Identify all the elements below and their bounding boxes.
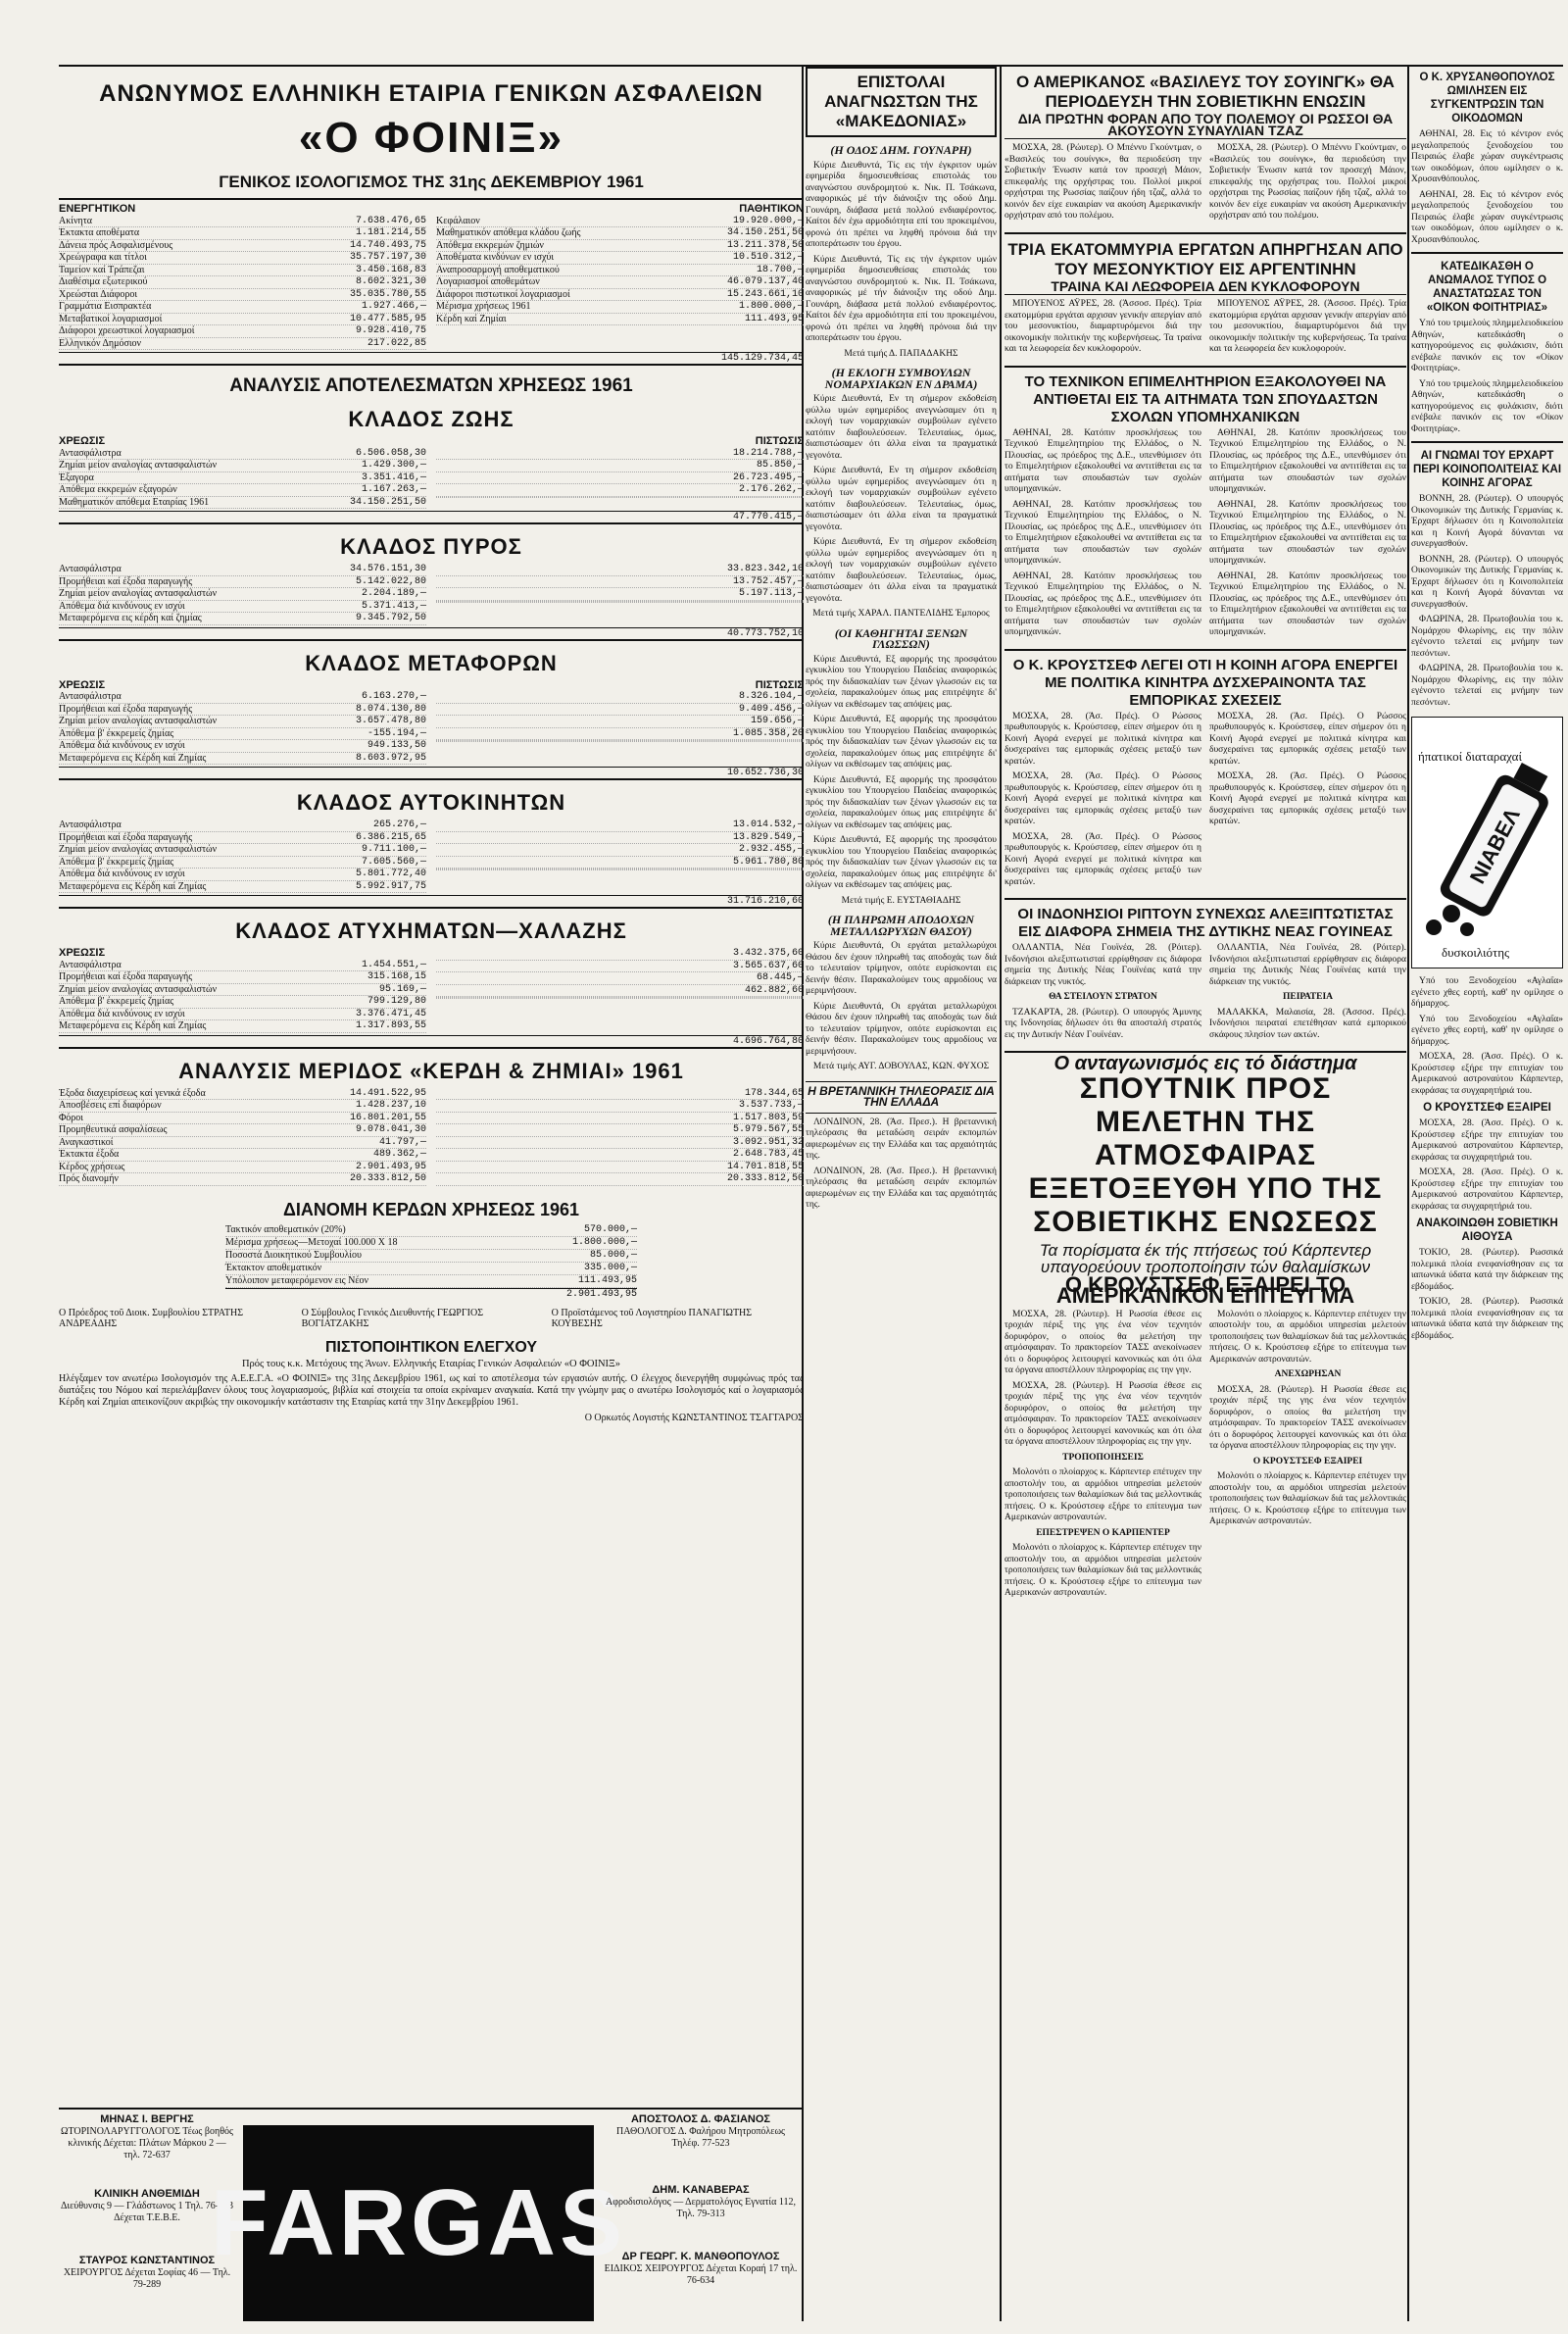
distribution-row: Μέρισμα χρήσεως—Μετοχαί 100.000 Χ 18 1.800.000,— (225, 1236, 637, 1248)
debit-row: Απόθεμα β' έκκρεμείς ζημίας -155.194,— (59, 727, 426, 739)
branch-total: 31.716.210,60 (59, 895, 804, 909)
debit-row: Αντασφάλιστρα 6.506.058,30 (59, 447, 426, 459)
letter-1-signature: Μετά τιμής Δ. ΠΑΠΑΔΑΚΗΣ (844, 348, 958, 359)
space-subhead-returned: ΕΠΕΣΤΡΕΨΕΝ Ο ΚΑΡΠΕΝΤΕΡ (1036, 1527, 1170, 1538)
debit-row: Απόθεμα διά κινδύνους εν ισχύι 5.801.772,40 (59, 869, 426, 879)
letter-2-text-cont2: Κύριε Διευθυντά, Εν τη σήμερον εκδοθείση φύλλω υμών εφημερίδος ανεγνώσαμεν ότι η εκλογή των νομαρχιακών συμβούλων εγένετο κατόπιν διαβουλεύσεων. Τελευταίως, όμως, διαπιστώσαμεν ότι άλλα είναι τα πραγματικά γεγονότα. (806, 537, 997, 604)
credit-row: 1.085.358,20 (436, 728, 804, 741)
debit-row: Αντασφάλιστρα 265.276,— (59, 819, 426, 830)
branch-title: ΚΛΑΔΟΣ ΑΥΤΟΚΙΝΗΤΩΝ (296, 790, 566, 815)
branch-ledger (59, 819, 804, 893)
branch-ledger (59, 680, 804, 766)
ad-doctor-5: ΔΡ ΓΕΩΡΓ. Κ. ΜΑΝΘΟΠΟΥΛΟΣ ΕΙΔΙΚΟΣ ΧΕΙΡΟΥΡΓΟΣ Δέχεται Κοραή 17 τηλ. 76-634 (604, 2251, 798, 2286)
audit-signature: Ο Ορκωτός Λογιστής ΚΩΝΣΤΑΝΤΙΝΟΣ ΤΣΑΓΓΑΡΟΣ (584, 1412, 804, 1423)
news-column (1004, 67, 1406, 2321)
letter-4-title: (Η ΠΛΗΡΩΜΗ ΑΠΟΔΟΧΩΝ ΜΕΤΑΛΛΩΡΥΧΩΝ ΘΑΣΟΥ) (827, 913, 975, 938)
asset-row: Διάφοροι χρεωστικοί λογαριασμοί 9.928.410,75 (59, 325, 426, 336)
credit-row (436, 741, 804, 742)
credit-heading: ΠΙΣΤΩΣΙΣ (755, 435, 804, 447)
article-strike-title: ΤΡΙΑ ΕΚΑΤΟΜΜΥΡΙΑ ΕΡΓΑΤΩΝ ΑΠΗΡΓΗΣΑΝ ΑΠΟ ΤΟΥ ΜΕΣΟΝΥΚΤΙΟΥ ΕΙΣ ΑΡΓΕΝΤΙΝΗΝ (1007, 239, 1403, 278)
niavel-ad (1411, 717, 1563, 968)
divider (1004, 649, 1406, 651)
branch-total: 40.773.752,10 (59, 627, 804, 641)
liability-row: Κεφάλαιον 19.920.000,— (436, 215, 804, 226)
signature-chairman: Ο Πρόεδρος τοῦ Διοικ. Συμβουλίου ΣΤΡΑΤΗΣ ΑΝΔΡΕΑΔΗΣ (59, 1307, 244, 1329)
divider (1004, 232, 1406, 234)
letter-3-title: (ΟΙ ΚΑΘΗΓΗΤΑΙ ΞΕΝΩΝ ΓΛΩΣΣΩΝ) (834, 625, 968, 651)
credit-row (436, 869, 804, 870)
debit-row: Ζημίαι μείον αναλογίας αντασφαλιστών 1.429.300,— (59, 460, 426, 471)
ad-doctor-2: ΣΤΑΥΡΟΣ ΚΩΝΣΤΑΝΤΙΝΟΣ ΧΕΙΡΟΥΡΓΟΣ Δέχεται Σοφίας 46 — Τηλ. 79-289 (63, 2255, 231, 2290)
asset-row: Διαθέσιμα εξωτερικού 8.602.321,30 (59, 276, 426, 287)
debit-row: Αντασφάλιστρα 1.454.551,— (59, 959, 426, 970)
pl-debit-row: Αποσβέσεις επί διαφόρων 1.428.237,10 (59, 1100, 426, 1111)
article-strike-subtitle: ΤΡΑΙΝΑ ΚΑΙ ΛΕΩΦΟΡΕΙΑ ΔΕΝ ΚΥΚΛΟΦΟΡΟΥΝ (1004, 281, 1406, 296)
distribution-row: Υπόλοιπον μεταφερόμενον εις Νέον 111.493,95 (225, 1274, 637, 1286)
debit-row: Προμήθειαι καί έξοδα παραγωγής 6.386.215,65 (59, 831, 426, 843)
column-divider (1000, 67, 1002, 2321)
space-subhead-departed: ΑΝΕΧΩΡΗΣΑΝ (1274, 1369, 1342, 1379)
debit-row: Μεταφερόμενα εις Κέρδη καί Ζημίας 1.317.893,55 (59, 1020, 426, 1031)
pl-debit-row: Έξοδα διαχειρίσεως καί γενικά έξοδα 14.491.522,95 (59, 1087, 426, 1099)
debit-row: Μεταφερόμενα εις Κέρδη καί Ζημίας 5.992.917,75 (59, 880, 426, 892)
credit-row: 2.176.262,— (436, 484, 804, 497)
distribution-total: 2.901.493,95 (225, 1288, 637, 1300)
pl-credit-row: 178.344,65 (436, 1088, 804, 1101)
column-divider (1407, 67, 1409, 2321)
pl-debit-row: Προμηθευτικά ασφαλίσεως 9.078.041,30 (59, 1124, 426, 1135)
debit-row: Προμήθειαι καί έξοδα παραγωγής 8.074.130,80 (59, 703, 426, 715)
tv-article-title: Η ΒΡΕΤΑΝΝΙΚΗ ΤΗΛΕΟΡΑΣΙΣ ΔΙΑ ΤΗΝ ΕΛΛΑΔΑ (806, 1081, 997, 1114)
credit-row: 85.850,— (436, 460, 804, 472)
debit-heading: ΧΡΕΩΣΙΣ (59, 947, 106, 959)
article-khrushchev-title: Ο Κ. ΚΡΟΥΣΤΣΕΦ ΛΕΓΕΙ ΟΤΙ Η ΚΟΙΝΗ ΑΓΟΡΑ ΕΝΕΡΓΕΙ ΜΕ ΠΟΛΙΤΙΚΑ ΚΙΝΗΤΡΑ ΔΥΣΧΕΡΑΙΝΟΝΤΑ ΤΑΣ ΕΜΠΟΡΙΚΑΣ ΣΧΕΣΕΙΣ (1012, 656, 1398, 709)
article-convicted-title: ΚΑΤΕΔΙΚΑΣΘΗ Ο ΑΝΩΜΑΛΟΣ ΤΥΠΟΣ Ο ΑΝΑΣΤΑΤΩΣΑΣ ΤΟΝ «ΟΙΚΟΝ ΦΟΙΤΗΤΡΙΑΣ» (1426, 261, 1548, 314)
ad-doctor-1: ΜΗΝΑΣ Ι. ΒΕΡΓΗΣ ΩΤΟΡΙΝΟΛΑΡΥΓΓΟΛΟΓΟΣ Τέως βοηθός κλινικής Δέχεται: Πλάτων Μάρκου 2 — τηλ. 72-637 (61, 2113, 233, 2160)
credit-row (436, 602, 804, 603)
space-kicker: Ο ανταγωνισμός εις τό διάστημα (1054, 1053, 1357, 1074)
letter-2-text-cont: Κύριε Διευθυντά, Εν τη σήμερον εκδοθείση φύλλω υμών εφημερίδος ανεγνώσαμεν ότι η εκλογή των νομαρχιακών συμβούλων εγένετο κατόπιν διαβουλεύσεων. Τελευταίως, όμως, διαπιστώσαμεν ότι άλλα είναι τα πραγματικά γεγονότα. (806, 466, 997, 532)
divider (1411, 252, 1563, 254)
branch-title: ΚΛΑΔΟΣ ΖΩΗΣ (348, 407, 514, 431)
credit-side (436, 680, 804, 766)
letter-4-signature: Μετά τιμής ΑΥΓ. ΔΟΒΟΥΛΑΣ, ΚΩΝ. ΦΥΧΟΣ (812, 1062, 990, 1071)
debit-row: Μεταφερόμενα εις κέρδη καί ζημίας 9.345.792,50 (59, 613, 426, 623)
distribution-row: Ποσοστά Διοικητικού Συμβουλίου 85.000,— (225, 1249, 637, 1261)
credit-row: 5.197.113,— (436, 588, 804, 601)
debit-row: Αντασφάλιστρα 6.163.270,— (59, 691, 426, 702)
liability-row: Λογαριασμοί αποθεμάτων 46.079.137,40 (436, 276, 804, 287)
pl-debit-row: Έκτακτα έξοδα 489.362,— (59, 1149, 426, 1160)
letter-4-text-cont: Κύριε Διευθυντά, Οι εργάται μεταλλωρύχοι Θάσου δεν έχουν πληρωθή τας αποδοχάς των διά το τελευταίον τρίμηνον, οπότε ευρίσκονται εις δεινήν θέσιν. Παρακαλούμεν τους αρμοδίους να μεριμνήσουν. (806, 1001, 997, 1057)
credit-row: 33.823.342,10 (436, 564, 804, 576)
signature-accountant: Ο Προϊστάμενος τοῦ Λογιστηρίου ΠΑΝΑΓΙΩΤΗΣ ΚΟΥΒΕΣΗΣ (551, 1307, 753, 1329)
distribution-title: ΔΙΑΝΟΜΗ ΚΕΡΔΩΝ ΧΡΗΣΕΩΣ 1961 (282, 1199, 580, 1219)
credit-row: 13.829.549,— (436, 832, 804, 845)
asset-row: Ελληνικόν Δημόσιον 217.022,85 (59, 337, 426, 349)
distribution-row: Τακτικόν αποθεματικόν (20%) 570.000,— (225, 1223, 637, 1235)
debit-side (59, 436, 426, 509)
branch-title: ΚΛΑΔΟΣ ΑΤΥΧΗΜΑΤΩΝ—ΧΑΛΑΖΗΣ (235, 919, 627, 943)
piracy-subhead: ΠΕΙΡΑΤΕΙΑ (1283, 992, 1333, 1002)
credit-row: 13.752.457,— (436, 576, 804, 589)
credit-row: 2.932.455,— (436, 844, 804, 857)
article-jazz-body: ΜΟΣΧΑ, 28. (Ρώυτερ). Ο Μπέννυ Γκούντμαν, ο «Βασιλεύς του σουίνγκ», θα περιοδεύση την Σοβιετικήν Ένωσιν κατά τον προσεχή Μάιον, επικεφαλής της ορχήστρας του. Πολλοί μικροί ορχήστραι της Ρωσσίας παίζουν ήδη τζαζ, αλλά το κοινόν δεν είχε ευκαιρίαν να ακούση Αμερικανικήν ορχήστραν από του πολέμου. ΜΟΣΧΑ, 28. (Ρώυτερ). Ο Μπέννυ Γκούντμαν, ο «Βασιλεύς του σουίνγκ», θα περιοδεύση την Σοβιετικήν Ένωσιν κατά τον προσεχή Μάιον, επικεφαλής της ορχήστρας του. Πολλοί μικροί ορχήστραι της Ρωσσίας παίζουν ήδη τζαζ, αλλά το κοινόν δεν είχε ευκαιρίαν να ακούση Αμερικανικήν ορχήστραν από του πολέμου. (1004, 143, 1406, 221)
balance-ledger (59, 204, 804, 350)
debit-row: Απόθεμα εκκρεμών εξαγορών 1.167.263,— (59, 484, 426, 495)
article-khrushchev-body: ΜΟΣΧΑ, 28. (Άσ. Πρές). Ο Ρώσσος πρωθυπουργός κ. Κρούστσεφ, είπεν σήμερον ότι η Κοινή Αγορά ενεργεί με πολιτικά κίνητρα και δυσχεραίνει τας εμπορικάς σχέσεις μεταξύ των κρατών. ΜΟΣΧΑ, 28. (Άσ. Πρές). Ο Ρώσσος πρωθυπουργός κ. Κρούστσεφ, είπεν σήμερον ότι η Κοινή Αγορά ενεργεί με πολιτικά κίνητρα και δυσχεραίνει τας εμπορικάς σχέσεις μεταξύ των κρατών. ΜΟΣΧΑ, 28. (Άσ. Πρές). Ο Ρώσσος πρωθυπουργός κ. Κρούστσεφ, είπεν σήμερον ότι η Κοινή Αγορά ενεργεί με πολιτικά κίνητρα και δυσχεραίνει τας εμπορικάς σχέσεις μεταξύ των κρατών. ΜΟΣΧΑ, 28. (Άσ. Πρές). Ο Ρώσσος πρωθυπουργός κ. Κρούστσεφ, είπεν σήμερον ότι η Κοινή Αγορά ενεργεί με πολιτικά κίνητρα και δυσχεραίνει τας εμπορικάς σχέσεις μεταξύ των κρατών. ΜΟΣΧΑ, 28. (Άσ. Πρές). Ο Ρώσσος πρωθυπουργός κ. Κρούστσεφ, είπεν σήμερον ότι η Κοινή Αγορά ενεργεί με πολιτικά κίνητρα και δυσχεραίνει τας εμπορικάς σχέσεις μεταξύ των κρατών. (1004, 711, 1406, 887)
debit-side (59, 680, 426, 766)
pl-title: ΑΝΑΛΥΣΙΣ ΜΕΡΙΔΟΣ «ΚΕΡΔΗ & ΖΗΜΙΑΙ» 1961 (178, 1058, 684, 1083)
debit-row: Απόθεμα διά κινδύνους εν ισχύι 949.133,50 (59, 740, 426, 751)
article-guinea-body: ΟΛΛΑΝΤΙΑ, Νέα Γουϊνέα, 28. (Ρόιτερ). Ινδονήσιοι αλεξιπτωτισταί ερρίφθησαν εις διάφορα σημεία της Δυτικής Νέας Γουϊνέας κατά την διάρκειαν της νυκτός. ΘΑ ΣΤΕΙΛΟΥΝ ΣΤΡΑΤΟΝ ΤΖΑΚΑΡΤΑ, 28. (Ρώυτερ). Ο υπουργός Άμυνης της Ινδονησίας δήλωσεν ότι θα αποσταλή στρατός εις την Δυτικήν Νέαν Γουϊνέαν. ΟΛΛΑΝΤΙΑ, Νέα Γουϊνέα, 28. (Ρόιτερ). Ινδονήσιοι αλεξιπτωτισταί ερρίφθησαν εις διάφορα σημεία της Δυτικής Νέας Γουϊνέας κατά την διάρκειαν της νυκτός. ΠΕΙΡΑΤΕΙΑ ΜΑΛΑΚΚΑ, Μαλαισία, 28. (Άσσοσ. Πρές). Ινδονήσιοι πειραταί επετέθησαν κατά εμπορικού σκάφους πλησίον των ακτών. (1004, 943, 1406, 1040)
letter-1-title: (Η ΟΔΟΣ ΔΗΜ. ΓΟΥΝΑΡΗ) (830, 143, 972, 157)
balance-total: 145.129.734,45 (59, 352, 804, 366)
ad-text-constipation: δυσκοιλιότης (1442, 944, 1510, 960)
article-chamber-body: ΑΘΗΝΑΙ, 28. Κατόπιν προσκλήσεως του Τεχνικού Επιμελητηρίου της Ελλάδος, ο Ν. Πλουσίας, ως πρόεδρος της Δ.Ε., υπενθύμισεν ότι το Επιμελητήριον εξακολουθεί να αντιτίθεται εις τα αιτήματα των σπουδαστών των σχολών υπομηχανικών. ΑΘΗΝΑΙ, 28. Κατόπιν προσκλήσεως του Τεχνικού Επιμελητηρίου της Ελλάδος, ο Ν. Πλουσίας, ως πρόεδρος της Δ.Ε., υπενθύμισεν ότι το Επιμελητήριον εξακολουθεί να αντιτίθεται εις τα αιτήματα των σπουδαστών των σχολών υπομηχανικών. ΑΘΗΝΑΙ, 28. Κατόπιν προσκλήσεως του Τεχνικού Επιμελητηρίου της Ελλάδος, ο Ν. Πλουσίας, ως πρόεδρος της Δ.Ε., υπενθύμισεν ότι το Επιμελητήριον εξακολουθεί να αντιτίθεται εις τα αιτήματα των σπουδαστών των σχολών υπομηχανικών. ΑΘΗΝΑΙ, 28. Κατόπιν προσκλήσεως του Τεχνικού Επιμελητηρίου της Ελλάδος, ο Ν. Πλουσίας, ως πρόεδρος της Δ.Ε., υπενθύμισεν ότι το Επιμελητήριον εξακολουθεί να αντιτίθεται εις τα αιτήματα των σπουδαστών των σχολών υπομηχανικών. ΑΘΗΝΑΙ, 28. Κατόπιν προσκλήσεως του Τεχνικού Επιμελητηρίου της Ελλάδος, ο Ν. Πλουσίας, ως πρόεδρος της Δ.Ε., υπενθύμισεν ότι το Επιμελητήριον εξακολουθεί να αντιτίθεται εις τα αιτήματα των σπουδαστών των σχολών υπομηχανικών. ΑΘΗΝΑΙ, 28. Κατόπιν προσκλήσεως του Τεχνικού Επιμελητηρίου της Ελλάδος, ο Ν. Πλουσίας, ως πρόεδρος της Δ.Ε., υπενθύμισεν ότι το Επιμελητήριον εξακολουθεί να αντιτίθεται εις τα αιτήματα των σπουδαστών των σχολών υπομηχανικών. (1004, 427, 1406, 637)
ad-clinic: ΚΛΙΝΙΚΗ ΑΝΘΕΜΙΔΗ Διεύθυνσις 9 — Γλάδστωνος 1 Τηλ. 76-143 Δέχεται Τ.Ε.Β.Ε. (60, 2188, 234, 2223)
space-subhead-2: υπαγορεύουν τροποποίησιν τών θαλαμίσκων (1040, 1258, 1371, 1276)
assets-side (59, 204, 426, 350)
letter-1-text: Κύριε Διευθυντά, Τίς εις τήν έγκριτον υμών εφημερίδα δημοσιευθείσας επιστολάς του αναγνώστου συνδρομητού κ. Νικ. Π. Τσάκωνα, αναφορικώς μέ τήν διάνοιξιν της οδού Δημ. Γουνάρη, διάβασα μετά πολλού ενδιαφέροντος. Καίτοι δέν έχω αρμοδιότητα επί του προκειμένου, φρονώ ότι πρέπει να ληφθή πρόνοια διά την αποπεράτωσιν του έργου. (806, 160, 997, 249)
debit-heading: ΧΡΕΩΣΙΣ (59, 435, 106, 447)
pl-debit-row: Κέρδος χρήσεως 2.901.493,95 (59, 1161, 426, 1172)
letter-3-signature: Μετά τιμής Ε. ΕΥΣΤΑΘΙΑΔΗΣ (841, 895, 961, 906)
branch-ledger (59, 564, 804, 625)
space-article-body: ΜΟΣΧΑ, 28. (Ρώυτερ). Η Ρωσσία έθεσε εις τροχιάν πέριξ της γης ένα νέον τεχνητόν δορυφόρον, ο οποίος θα μελετήση την ατμόσφαιραν. Το πρακτορείον ΤΑΣΣ ανεκοίνωσεν ότι ο δορυφόρος λειτουργεί κανονικώς και ότι όλα τα όργανα αποστέλλουν πληροφορίας εις την γην. ΜΟΣΧΑ, 28. (Ρώυτερ). Η Ρωσσία έθεσε εις τροχιάν πέριξ της γης ένα νέον τεχνητόν δορυφόρον, ο οποίος θα μελετήση την ατμόσφαιραν. Το πρακτορείον ΤΑΣΣ ανεκοίνωσεν ότι ο δορυφόρος λειτουργεί κανονικώς και ότι όλα τα όργανα αποστέλλουν πληροφορίας εις την γην. ΤΡΟΠΟΠΟΙΗΣΕΙΣ Μολονότι ο πλοίαρχος κ. Κάρπεντερ επέτυχεν την αποστολήν του, αι αρμόδιοι υπηρεσίαι μελετούν τροποποιήσεις των θαλαμίσκων διά τας μελλοντικάς πτήσεις. Ο κ. Κρούστσεφ εξήρε το επίτευγμα των Αμερικανών αστροναυτών. ΕΠΕΣΤΡΕΨΕΝ Ο ΚΑΡΠΕΝΤΕΡ Μολονότι ο πλοίαρχος κ. Κάρπεντερ επέτυχεν την αποστολήν του, αι αρμόδιοι υπηρεσίαι μελετούν τροποποιήσεις των θαλαμίσκων διά τας μελλοντικάς πτήσεις. Ο κ. Κρούστσεφ εξήρε το επίτευγμα των Αμερικανών αστροναυτών. Μολονότι ο πλοίαρχος κ. Κάρπεντερ επέτυχεν την αποστολήν του, αι αρμόδιοι υπηρεσίαι μελετούν τροποποιήσεις των θαλαμίσκων διά τας μελλοντικάς πτήσεις. Ο κ. Κρούστσεφ εξήρε το επίτευγμα των Αμερικανών αστροναυτών. ΑΝΕΧΩΡΗΣΑΝ ΜΟΣΧΑ, 28. (Ρώυτερ). Η Ρωσσία έθεσε εις τροχιάν πέριξ της γης ένα νέον τεχνητόν δορυφόρον, ο οποίος θα μελετήση την ατμόσφαιραν. Το πρακτορείον ΤΑΣΣ ανεκοίνωσεν ότι ο δορυφόρος λειτουργεί κανονικώς και ότι όλα τα όργανα αποστέλλουν πληροφορίας εις την γην. Ο ΚΡΟΥΣΤΣΕΦ ΕΞΑΙΡΕΙ Μολονότι ο πλοίαρχος κ. Κάρπεντερ επέτυχεν την αποστολήν του, αι αρμόδιοι υπηρεσίαι μελετούν τροποποιήσεις των θαλαμίσκων διά τας μελλοντικάς πτήσεις. Ο κ. Κρούστσεφ εξήρε το επίτευγμα των Αμερικανών αστροναυτών. (1004, 1309, 1406, 1598)
pl-credit-row: 2.648.783,45 (436, 1149, 804, 1162)
liability-row: Απόθεμα εκκρεμών ζημιών 13.211.378,50 (436, 239, 804, 251)
debit-row: Έξαγορα 3.351.416,— (59, 472, 426, 483)
credit-row: 18.214.788,— (436, 448, 804, 461)
credit-row: 3.565.637,60 (436, 961, 804, 973)
tv-article-text-cont: ΛΟΝΔΙΝΟΝ, 28. (Άσ. Πρεσ.). Η βρεταννική τηλεόρασις θα μεταδώση σειράν εκπομπών αφιερωμένων εις την Ελλάδα και τας αρχαιότητάς της. (806, 1166, 997, 1210)
audit-title: ΠΙΣΤΟΠΟΙΗΤΙΚΟΝ ΕΛΕΓΧΟΥ (325, 1338, 537, 1356)
branch-total: 47.770.415,— (59, 511, 804, 524)
results-title: ΑΝΑΛΥΣΙΣ ΑΠΟΤΕΛΕΣΜΑΤΩΝ ΧΡΗΣΕΩΣ 1961 (229, 375, 633, 396)
branch-ledger (59, 948, 804, 1033)
credit-side (436, 564, 804, 625)
credit-row: 9.409.456,— (436, 704, 804, 717)
divider (1004, 898, 1406, 900)
letter-2-signature: Μετά τιμής ΧΑΡΑΛ. ΠΑΝΤΕΛΙΔΗΣ Έμπορος (812, 609, 990, 619)
debit-row: Απόθεμα διά κινδύνους εν ισχύι 3.376.471,45 (59, 1008, 426, 1019)
article-soviet-title: ΑΝΑΚΟΙΝΩΘΗ ΣΟΒΙΕΤΙΚΗ ΑΙΘΟΥΣΑ (1416, 1217, 1558, 1243)
debit-heading: ΧΡΕΩΣΙΣ (59, 678, 106, 691)
liabilities-side (436, 204, 804, 350)
debit-row: Μεταφερόμενα εις Κέρδη καί Ζημίας 8.603.972,95 (59, 752, 426, 764)
pl-credit-row: 5.979.567,55 (436, 1124, 804, 1137)
debit-side (59, 948, 426, 1033)
debit-row: Απόθεμα διά κινδύνους εν ισχύι 5.371.413,— (59, 600, 426, 612)
results-sections (59, 407, 804, 1049)
letters-heading: ΕΠΙΣΤΟΛΑΙ ΑΝΑΓΝΩΣΤΩΝ ΤΗΣ «ΜΑΚΕΔΟΝΙΑΣ» (806, 67, 997, 137)
pl-credit-row: 1.517.803,59 (436, 1113, 804, 1125)
asset-row: Ταμείον καί Τράπεζαι 3.450.168,83 (59, 264, 426, 275)
space-subhead-modifications: ΤΡΟΠΟΠΟΙΗΣΕΙΣ (1062, 1452, 1144, 1463)
debit-row: Ζημίαι μείον αναλογίας αντασφαλιστών 2.204.189,— (59, 588, 426, 599)
pl-debit-row: Πρός διανομήν 20.333.812,50 (59, 1173, 426, 1184)
debit-row: Απόθεμα β' έκκρεμείς ζημίας 799.129,80 (59, 996, 426, 1007)
ad-doctor-4: ΔΗΜ. ΚΑΝΑΒΕΡΑΣ Αφροδισιολόγος — Δερματολόγος Εγνατία 112, Τηλ. 79-313 (606, 2184, 796, 2219)
balance-sheet (59, 67, 804, 2076)
liability-row: Κέρδη καί Ζημίαι 111.493,95 (436, 313, 804, 324)
space-subhead-1: Τα πορίσματα έκ τής πτήσεως τού Κάρπεντερ (1039, 1240, 1372, 1260)
pl-debit-row: Φόροι 16.801.201,55 (59, 1112, 426, 1123)
company-title: ΑΝΩΝΥΜΟΣ ΕΛΛΗΝΙΚΗ ΕΤΑΙΡΙΑ ΓΕΝΙΚΩΝ ΑΣΦΑΛΕΙΩΝ (99, 80, 763, 107)
credit-row: 8.326.104,— (436, 691, 804, 704)
article-khrushchev-praises-title: Ο ΚΡΟΥΣΤΣΕΦ ΕΞΑΙΡΕΙ (1423, 1102, 1551, 1114)
fargas-ad: FARGAS (243, 2125, 594, 2321)
asset-row: Ακίνητα 7.638.476,65 (59, 215, 426, 226)
branch-ledger (59, 436, 804, 509)
credit-row: 3.432.375,60 (436, 948, 804, 961)
pl-ledger (59, 1088, 804, 1186)
guinea-subhead: ΘΑ ΣΤΕΙΛΟΥΝ ΣΤΡΑΤΟΝ (1049, 992, 1157, 1002)
article-guinea-title: ΟΙ ΙΝΔΟΝΗΣΙΟΙ ΡΙΠΤΟΥΝ ΣΥΝΕΧΩΣ ΑΛΕΞΙΠΤΩΤΙΣΤΑΣ ΕΙΣ ΔΙΑΦΟΡΑ ΣΗΜΕΙΑ ΤΗΣ ΔΥΤΙΚΗΣ ΝΕΑΣ ΓΟΥΙΝΕΑΣ (1017, 906, 1394, 940)
letter-1-text-cont: Κύριε Διευθυντά, Τίς εις τήν έγκριτον υμών εφημερίδα δημοσιευθείσας επιστολάς του αναγνώστου συνδρομητού κ. Νικ. Π. Τσάκωνα, αναφορικώς μέ τήν διάνοιξιν της οδού Δημ. Γουνάρη, διάβασα μετά πολλού ενδιαφέροντος. Καίτοι δέν έχω αρμοδιότητα επί του προκειμένου, φρονώ ότι πρέπει να ληφθή πρόνοια διά την αποπεράτωσιν του έργου. (806, 254, 997, 343)
space-subhead-praises: Ο ΚΡΟΥΣΤΣΕΦ ΕΞΑΙΡΕΙ (1252, 1456, 1363, 1466)
credit-row: 5.961.780,80 (436, 857, 804, 869)
debit-row: Προμήθειαι καί έξοδα παραγωγής 5.142.022,80 (59, 575, 426, 587)
letter-4-text: Κύριε Διευθυντά, Οι εργάται μεταλλωρύχοι Θάσου δεν έχουν πληρωθή τας αποδοχάς των διά το τελευταίον τρίμηνον, οπότε ευρίσκονται εις δεινήν θέσιν. Παρακαλούμεν τους αρμοδίους να μεριμνήσουν. (806, 941, 997, 996)
ad-doctor-3: ΑΠΟΣΤΟΛΟΣ Δ. ΦΑΣΙΑΝΟΣ ΠΑΘΟΛΟΓΟΣ Δ. Φαλήρου Μητροπόλεως Τηλέφ. 77-523 (615, 2113, 785, 2149)
right-column: Ο Κ. ΧΡΥΣΑΝΘΟΠΟΥΛΟΣ ΩΜΙΛΗΣΕΝ ΕΙΣ ΣΥΓΚΕΝΤΡΩΣΙΝ ΤΩΝ ΟΙΚΟΔΟΜΩΝ ΑΘΗΝΑΙ, 28. Εις τό κέντρον ενός μεγαλοπρεπούς ξενοδοχείου του Πειραιώς έλαβε χώραν συγκέντρωσις των οικοδόμων, όπου ωμίλησεν ο κ. Χρυσανθόπουλος. ΑΘΗΝΑΙ, 28. Εις τό κέντρον ενός μεγαλοπρεπούς ξενοδοχείου του Πειραιώς έλαβε χώραν συγκέντρωσις των οικοδόμων, όπου ωμίλησεν ο κ. Χρυσανθόπουλος. ΚΑΤΕΔΙΚΑΣΘΗ Ο ΑΝΩΜΑΛΟΣ ΤΥΠΟΣ Ο ΑΝΑΣΤΑΤΩΣΑΣ ΤΟΝ «ΟΙΚΟΝ ΦΟΙΤΗΤΡΙΑΣ» Υπό του τριμελούς πλημμελειοδικείου Αθηνών, κατεδικάσθη ο κατηγορούμενος εις φυλάκισιν, διότι ενέβαλε πανικόν εις τον «Οίκον Φοιτητρίας». Υπό του τριμελούς πλημμελειοδικείου Αθηνών, κατεδικάσθη ο κατηγορούμενος εις φυλάκισιν, διότι ενέβαλε πανικόν εις τον «Οίκον Φοιτητρίας». ΑΙ ΓΝΩΜΑΙ ΤΟΥ ΕΡΧΑΡΤ ΠΕΡΙ ΚΟΙΝΟΠΟΛΙΤΕΙΑΣ ΚΑΙ ΚΟΙΝΗΣ ΑΓΟΡΑΣ ΒΟΝΝΗ, 28. (Ρώυτερ). Ο υπουργός Οικονομικών της Δυτικής Γερμανίας κ. Έρχαρτ δήλωσεν ότι η Κοινοπολιτεία και η Κοινή Αγορά δύνανται να συνεργασθούν. ΒΟΝΝΗ, 28. (Ρώυτερ). Ο υπουργός Οικονομικών της Δυτικής Γερμανίας κ. Έρχαρτ δήλωσεν ότι η Κοινοπολιτεία και η Κοινή Αγορά δύνανται να συνεργασθούν. ΦΛΩΡΙΝΑ, 28. Πρωτοβουλία του κ. Νομάρχου Φλωρίνης, εις την πόλιν εγένοντο τελεταί εις μνήμην των πεσόντων. ΦΛΩΡΙΝΑ, 28. Πρωτοβουλία του κ. Νομάρχου Φλωρίνης, εις την πόλιν εγένοντο τελεταί εις μνήμην των πεσόντων. ΝΙΑΒΕΛ ήπατικοί διαταραχαί δυσκοιλιότης Υπό του Ξενοδοχείου «Αγλαΐα» εγένετο χθες εορτή, καθ' ην ομίλησε ο δήμαρχος. Υπό του Ξενοδοχείου «Αγλαΐα» εγένετο χθες εορτή, καθ' ην ομίλησε ο δήμαρχος. ΜΟΣΧΑ, 28. (Άσσ. Πρές). Ο κ. Κρούστσεφ εξήρε την επιτυχίαν του Αμερικανού αστροναύτου Κάρπεντερ, εκφράσας τα συγχαρητήριά του. Ο ΚΡΟΥΣΤΣΕΦ ΕΞΑΙΡΕΙ ΜΟΣΧΑ, 28. (Άσσ. Πρές). Ο κ. Κρούστσεφ εξήρε την επιτυχίαν του Αμερικανού αστροναύτου Κάρπεντερ, εκφράσας τα συγχαρητήριά του. ΜΟΣΧΑ, 28. (Άσσ. Πρές). Ο κ. Κρούστσεφ εξήρε την επιτυχίαν του Αμερικανού αστροναύτου Κάρπεντερ, εκφράσας τα συγχαρητήριά του. ΑΝΑΚΟΙΝΩΘΗ ΣΟΒΙΕΤΙΚΗ ΑΙΘΟΥΣΑ ΤΟΚΙΟ, 28. (Ρώυτερ). Ρωσσικά πολεμικά πλοία ενεφανίσθησαν εις τα ιαπωνικά ύδατα κατά την διάρκειαν της εβδομάδος. ΤΟΚΙΟ, 28. (Ρώυτερ). Ρωσσικά πολεμικά πλοία ενεφανίσθησαν εις τα ιαπωνικά ύδατα κατά την διάρκειαν της εβδομάδος. (1411, 72, 1563, 1341)
letter-2-text: Κύριε Διευθυντά, Εν τη σήμερον εκδοθείση φύλλω υμών εφημερίδος ανεγνώσαμεν ότι η εκλογή των νομαρχιακών συμβούλων εγένετο κατόπιν διαβουλεύσεων. Τελευταίως, όμως, διαπιστώσαμεν ότι άλλα είναι τα πραγματικά γεγονότα. (806, 394, 997, 461)
distribution-row: Έκτακτον αποθεματικόν 335.000,— (225, 1262, 637, 1273)
debit-row: Προμήθειαι καί έξοδα παραγωγής 315.168,15 (59, 971, 426, 982)
debit-row: Ζημίαι μείον αναλογίας αντασφαλιστών 9.711.100,— (59, 844, 426, 855)
letter-2-title: (Η ΕΚΛΟΓΗ ΣΥΜΒΟΥΛΩΝ ΝΟΜΑΡΧΙΑΚΩΝ ΕΝ ΔΡΑΜΑ) (824, 366, 978, 391)
credit-heading: ΠΙΣΤΩΣΙΣ (755, 678, 804, 691)
branch-title: ΚΛΑΔΟΣ ΜΕΤΑΦΟΡΩΝ (305, 650, 558, 675)
debit-side (59, 564, 426, 625)
asset-row: Έκτακτα αποθέματα 1.181.214,55 (59, 227, 426, 238)
divider (1411, 441, 1563, 443)
debit-row: Ζημίαι μείον αναλογίας αντασφαλιστών 95.169,— (59, 983, 426, 995)
credit-row (436, 998, 804, 999)
debit-side (59, 819, 426, 893)
assets-list (59, 216, 426, 351)
space-khrushchev-headline: Ο ΚΡΟΥΣΤΣΕΦ ΕΞΑΙΡΕΙ ΤΟ ΑΜΕΡΙΚΑΝΙΚΟΝ ΕΠΙΤΕΥΓΜΑ (1055, 1271, 1355, 1308)
ads-rule (59, 2108, 802, 2110)
ad-text-liver: ήπατικοί διαταραχαί (1418, 749, 1522, 764)
article-builders-title: Ο Κ. ΧΡΥΣΑΝΘΟΠΟΥΛΟΣ ΩΜΙΛΗΣΕΝ ΕΙΣ ΣΥΓΚΕΝΤΡΩΣΙΝ ΤΩΝ ΟΙΚΟΔΟΜΩΝ (1419, 72, 1555, 124)
credit-row: 68.445,— (436, 972, 804, 985)
credit-row: 26.723.495,— (436, 472, 804, 485)
asset-row: Χρεώσται Διάφοροι 35.035.780,55 (59, 288, 426, 300)
pl-credit-row: 3.537.733,— (436, 1100, 804, 1113)
credit-row: 13.014.532,— (436, 819, 804, 832)
article-jazz-title: Ο ΑΜΕΡΙΚΑΝΟΣ «ΒΑΣΙΛΕΥΣ ΤΟΥ ΣΟΥΙΝΓΚ» ΘΑ ΠΕΡΙΟΔΕΥΣΗ ΤΗΝ ΣΟΒΙΕΤΙΚΗΝ ΕΝΩΣΙΝ (1016, 73, 1395, 111)
letter-3-text-cont2: Κύριε Διευθυντά, Εξ αφορμής της προσφάτου εγκυκλίου του Υπουργείου Παιδείας αναφορικώς πρός την διδασκαλίαν των ξένων γλωσσών εις τα σχολεία, παρακαλούμεν όπως μας επιτρέψητε δι' ολίγων να εκθέσωμεν τας απόψεις μας. (806, 774, 997, 830)
credit-row: 462.882,60 (436, 985, 804, 998)
credit-side (436, 948, 804, 1033)
liabilities-heading: ΠΑΘΗΤΙΚΟΝ (739, 203, 804, 215)
balance-subtitle: ΓΕΝΙΚΟΣ ΙΣΟΛΟΓΙΣΜΟΣ ΤΗΣ 31ης ΔΕΚΕΜΒΡΙΟΥ 1961 (59, 173, 804, 200)
liability-row: Μαθηματικόν απόθεμα κλάδου ζωής 34.150.251,50 (436, 227, 804, 238)
asset-row: Χρεώγραφα και τίτλοι 35.757.197,30 (59, 252, 426, 263)
pl-credit-row: 14.701.818,55 (436, 1162, 804, 1174)
liabilities-list (436, 216, 804, 326)
debit-row: Αντασφάλιστρα 34.576.151,30 (59, 564, 426, 574)
signatures (59, 1308, 804, 1329)
pl-credit-row: 20.333.812,50 (436, 1173, 804, 1186)
signature-director: Ο Σύμβουλος Γενικός Διευθυντής ΓΕΩΡΓΙΟΣ ΒΟΓΙΑΤΖΑΚΗΣ (301, 1307, 484, 1329)
article-jazz-subtitle: ΔΙΑ ΠΡΩΤΗΝ ΦΟΡΑΝ ΑΠΟ ΤΟΥ ΠΟΛΕΜΟΥ ΟΙ ΡΩΣΣΟΙ ΘΑ ΑΚΟΥΣΟΥΝ ΣΥΝΑΥΛΙΑΝ ΤΖΑΖ (1004, 114, 1406, 139)
audit-text: Ηλέγξαμεν τον ανωτέρω Ισολογισμόν της Α.Ε.Ε.Γ.Α. «Ο ΦΟΙΝΙΞ» της 31ης Δεκεμβρίου 1961, ως καί το αποτέλεσμα τών εργασιών αυτής. Ο έλεγχος διενεργήθη συμφώνως πρός τας διατάξεις του Νόμου καί περιελάμβανεν όλους τους λογαριασμούς, βιβλία καί στοιχεία τα οποία εκρίναμεν αναγκαία. Κατά την γνώμην μας ο ανωτέρω Ισολογισμός καί ο λογαριασμός Κέρδη καί Ζημίαι απεικονίζουν ακριβώς την οικονομικήν κατάστασιν της Εταιρίας κατά την 31ην Δεκεμβρίου 1961. (59, 1372, 804, 1408)
assets-heading: ΕΝΕΡΓΗΤΙΚΟΝ (59, 203, 136, 215)
debit-row: Απόθεμα β' έκκρεμείς ζημίας 7.605.560,— (59, 856, 426, 868)
distribution-list (225, 1224, 637, 1288)
article-strike-body: ΜΠΟΥΕΝΟΣ ΑΫΡΕΣ, 28. (Άσσοσ. Πρές). Τρία εκατομμύρια εργάται αρχισαν γενικήν απεργίαν από του μεσονυκτίου, διαμαρτυρόμενοι διά την οικονομικήν πολιτικήν της κυβερνήσεως. Τα τραίνα και τα λεωφορεία δεν κυκλοφορούν. ΜΠΟΥΕΝΟΣ ΑΫΡΕΣ, 28. (Άσσοσ. Πρές). Τρία εκατομμύρια εργάται αρχισαν γενικήν απεργίαν από του μεσονυκτίου, διαμαρτυρόμενοι διά την οικονομικήν πολιτικήν της κυβερνήσεως. Τα τραίνα και τα λεωφορεία δεν κυκλοφορούν. (1004, 299, 1406, 354)
article-erhard-title: ΑΙ ΓΝΩΜΑΙ ΤΟΥ ΕΡΧΑΡΤ ΠΕΡΙ ΚΟΙΝΟΠΟΛΙΤΕΙΑΣ ΚΑΙ ΚΟΙΝΗΣ ΑΓΟΡΑΣ (1412, 450, 1562, 489)
pl-debit (59, 1088, 426, 1186)
space-headline: ΣΠΟΥΤΝΙΚ ΠΡΟΣ ΜΕΛΕΤΗΝ ΤΗΣ ΑΤΜΟΣΦΑΙΡΑΣ ΕΞΕΤΟΞΕΥΘΗ ΥΠΟ ΤΗΣ ΣΟΒΙΕΤΙΚΗΣ ΕΝΩΣΕΩΣ (1028, 1071, 1383, 1238)
branch-total: 10.652.736,30 (59, 767, 804, 780)
letter-3-text-cont: Κύριε Διευθυντά, Εξ αφορμής της προσφάτου εγκυκλίου του Υπουργείου Παιδείας αναφορικώς πρός την διδασκαλίαν των ξένων γλωσσών εις τα σχολεία, παρακαλούμεν όπως μας επιτρέψητε δι' ολίγων να εκθέσωμεν τας απόψεις μας. (806, 715, 997, 770)
liability-row: Διάφοροι πιστωτικοί λογαριασμοί 15.243.661,10 (436, 288, 804, 300)
credit-row (436, 497, 804, 498)
liability-row: Αποθέματα κινδύνων εν ισχύι 10.510.312,— (436, 252, 804, 263)
credit-side (436, 436, 804, 509)
debit-row: Ζημίαι μείον αναλογίας αντασφαλιστών 3.657.478,80 (59, 716, 426, 726)
asset-row: Γραμμάτια Εισπρακτέα 1.927.466,— (59, 301, 426, 312)
pl-credit-row: 3.092.951,32 (436, 1137, 804, 1150)
letter-3-text: Κύριε Διευθυντά, Εξ αφορμής της προσφάτου εγκυκλίου του Υπουργείου Παιδείας αναφορικώς πρός την διδασκαλίαν των ξένων γλωσσών εις τα σχολεία, παρακαλούμεν όπως μας επιτρέψητε δι' ολίγων να εκθέσωμεν τας απόψεις μας. (806, 654, 997, 710)
branch-title: ΚΛΑΔΟΣ ΠΥΡΟΣ (340, 534, 522, 559)
branch-total: 4.696.764,80 (59, 1035, 804, 1049)
debit-row: Μαθηματικόν απόθεμα Εταιρίας 1961 34.150.251,50 (59, 496, 426, 508)
divider (1004, 366, 1406, 368)
credit-side (436, 819, 804, 893)
article-chamber-title: ΤΟ ΤΕΧΝΙΚΟΝ ΕΠΙΜΕΛΗΤΗΡΙΟΝ ΕΞΑΚΟΛΟΥΘΕΙ ΝΑ ΑΝΤΙΘΕΤΑΙ ΕΙΣ ΤΑ ΑΙΤΗΜΑΤΑ ΤΩΝ ΣΠΟΥΔΑΣΤΩΝ ΣΧΟΛΩΝ ΥΠΟΜΗΧΑΝΙΚΩΝ (1024, 372, 1387, 425)
asset-row: Δάνεια πρός Ασφαλισμένους 14.740.493,75 (59, 239, 426, 251)
pl-debit-row: Αναγκαστικοί 41.797,— (59, 1136, 426, 1148)
letter-3-text-cont3: Κύριε Διευθυντά, Εξ αφορμής της προσφάτου εγκυκλίου του Υπουργείου Παιδείας αναφορικώς πρός την διδασκαλίαν των ξένων γλωσσών εις τα σχολεία, παρακαλούμεν όπως μας επιτρέψητε δι' ολίγων να εκθέσωμεν τας απόψεις μας. (806, 835, 997, 890)
tv-article-text: ΛΟΝΔΙΝΟΝ, 28. (Άσ. Πρεσ.). Η βρεταννική τηλεόρασις θα μεταδώση σειράν εκπομπών αφιερωμένων εις την Ελλάδα και τας αρχαιότητάς της. (806, 1117, 997, 1161)
asset-row: Μεταβατικοί λογαριασμοί 10.477.585,95 (59, 313, 426, 324)
niavel-brand-label: ΝΙΑΒΕΛ (1464, 804, 1525, 888)
letters-column (806, 67, 997, 2321)
liability-row: Μέρισμα χρήσεως 1961 1.800.000,— (436, 301, 804, 312)
liability-row: Αναπροσαρμογή αποθεματικού 18.700,— (436, 264, 804, 275)
credit-row: 159.656,— (436, 716, 804, 728)
audit-subtitle: Πρός τους κ.κ. Μετόχους της Άνων. Ελληνικής Εταιρίας Γενικών Ασφαλειών «Ο ΦΟΙΝΙΞ» (241, 1358, 621, 1369)
company-name: «Ο ΦΟΙΝΙΞ» (298, 114, 564, 162)
pl-credit (436, 1088, 804, 1186)
